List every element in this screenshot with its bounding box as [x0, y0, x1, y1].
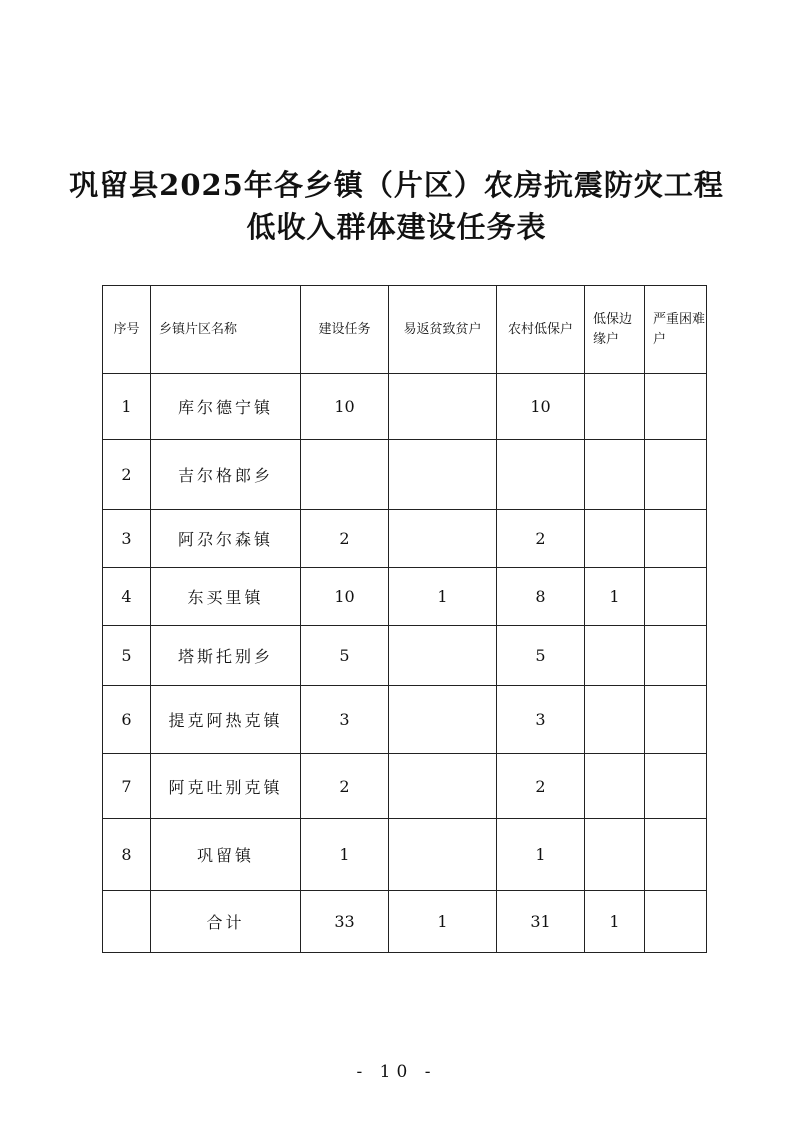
- cell-rural-dibao: 5: [497, 626, 585, 686]
- cell-rural-dibao: [497, 440, 585, 510]
- cell-township-name: 东买里镇: [151, 568, 301, 626]
- cell-township-name: 提克阿热克镇: [151, 686, 301, 754]
- header-poverty-risk-households: 易返贫致贫户: [389, 286, 497, 374]
- cell-total-dibao-edge: 1: [585, 891, 645, 953]
- cell-township-name: 阿克吐别克镇: [151, 754, 301, 819]
- cell-severe-hardship: [645, 819, 707, 891]
- table-row: [103, 440, 707, 510]
- cell-index: 6: [103, 686, 151, 754]
- table-row: [103, 819, 707, 891]
- cell-index: 1: [103, 374, 151, 440]
- cell-total-rural-dibao: 31: [497, 891, 585, 953]
- cell-poverty-risk: [389, 440, 497, 510]
- cell-township-name: 库尔德宁镇: [151, 374, 301, 440]
- table-row: [103, 374, 707, 440]
- header-construction-task: 建设任务: [301, 286, 389, 374]
- cell-rural-dibao: 8: [497, 568, 585, 626]
- cell-rural-dibao: 1: [497, 819, 585, 891]
- cell-construction-task: 3: [301, 686, 389, 754]
- task-table: [102, 285, 707, 953]
- cell-construction-task: 10: [301, 568, 389, 626]
- cell-index: 8: [103, 819, 151, 891]
- cell-index: 7: [103, 754, 151, 819]
- cell-severe-hardship: [645, 374, 707, 440]
- cell-total-label: 合计: [151, 891, 301, 953]
- cell-poverty-risk: [389, 374, 497, 440]
- cell-rural-dibao: 2: [497, 754, 585, 819]
- table-row: [103, 510, 707, 568]
- cell-poverty-risk: [389, 819, 497, 891]
- cell-index: 3: [103, 510, 151, 568]
- cell-dibao-edge: [585, 626, 645, 686]
- cell-construction-task: [301, 440, 389, 510]
- table-row: [103, 754, 707, 819]
- cell-poverty-risk: 1: [389, 568, 497, 626]
- cell-construction-task: 2: [301, 510, 389, 568]
- cell-severe-hardship: [645, 510, 707, 568]
- cell-poverty-risk: [389, 510, 497, 568]
- header-rural-dibao-households: 农村低保户: [497, 286, 585, 374]
- cell-index: 5: [103, 626, 151, 686]
- cell-dibao-edge: [585, 440, 645, 510]
- cell-severe-hardship: [645, 754, 707, 819]
- cell-poverty-risk: [389, 626, 497, 686]
- cell-index: [103, 891, 151, 953]
- cell-severe-hardship: [645, 626, 707, 686]
- cell-township-name: 巩留镇: [151, 819, 301, 891]
- table-total-row: [103, 891, 707, 953]
- table-header-row: [103, 286, 707, 374]
- cell-severe-hardship: [645, 686, 707, 754]
- cell-construction-task: 1: [301, 819, 389, 891]
- cell-dibao-edge: [585, 754, 645, 819]
- header-index: 序号: [103, 286, 151, 374]
- cell-construction-task: 10: [301, 374, 389, 440]
- cell-total-severe-hardship: [645, 891, 707, 953]
- cell-index: 4: [103, 568, 151, 626]
- cell-severe-hardship: [645, 440, 707, 510]
- cell-dibao-edge: [585, 819, 645, 891]
- cell-severe-hardship: [645, 568, 707, 626]
- cell-rural-dibao: 2: [497, 510, 585, 568]
- cell-township-name: 阿尕尔森镇: [151, 510, 301, 568]
- header-dibao-edge-households: 低保边缘户: [585, 286, 645, 374]
- header-severe-hardship-households: 严重困难户: [645, 286, 707, 374]
- cell-dibao-edge: [585, 510, 645, 568]
- cell-township-name: 吉尔格郎乡: [151, 440, 301, 510]
- header-township-name: 乡镇片区名称: [151, 286, 301, 374]
- cell-construction-task: 5: [301, 626, 389, 686]
- cell-dibao-edge: 1: [585, 568, 645, 626]
- cell-rural-dibao: 10: [497, 374, 585, 440]
- cell-total-construction-task: 33: [301, 891, 389, 953]
- cell-rural-dibao: 3: [497, 686, 585, 754]
- table-row: [103, 686, 707, 754]
- cell-poverty-risk: [389, 686, 497, 754]
- document-title-line-1: 巩留县2025年各乡镇（片区）农房抗震防灾工程: [69, 168, 724, 202]
- cell-dibao-edge: [585, 374, 645, 440]
- table-row: [103, 568, 707, 626]
- cell-township-name: 塔斯托别乡: [151, 626, 301, 686]
- cell-total-poverty-risk: 1: [389, 891, 497, 953]
- cell-poverty-risk: [389, 754, 497, 819]
- document-title-line-2: 低收入群体建设任务表: [246, 210, 547, 244]
- cell-index: 2: [103, 440, 151, 510]
- page-number: - 10 -: [356, 1062, 437, 1082]
- table-row: [103, 626, 707, 686]
- cell-construction-task: 2: [301, 754, 389, 819]
- cell-dibao-edge: [585, 686, 645, 754]
